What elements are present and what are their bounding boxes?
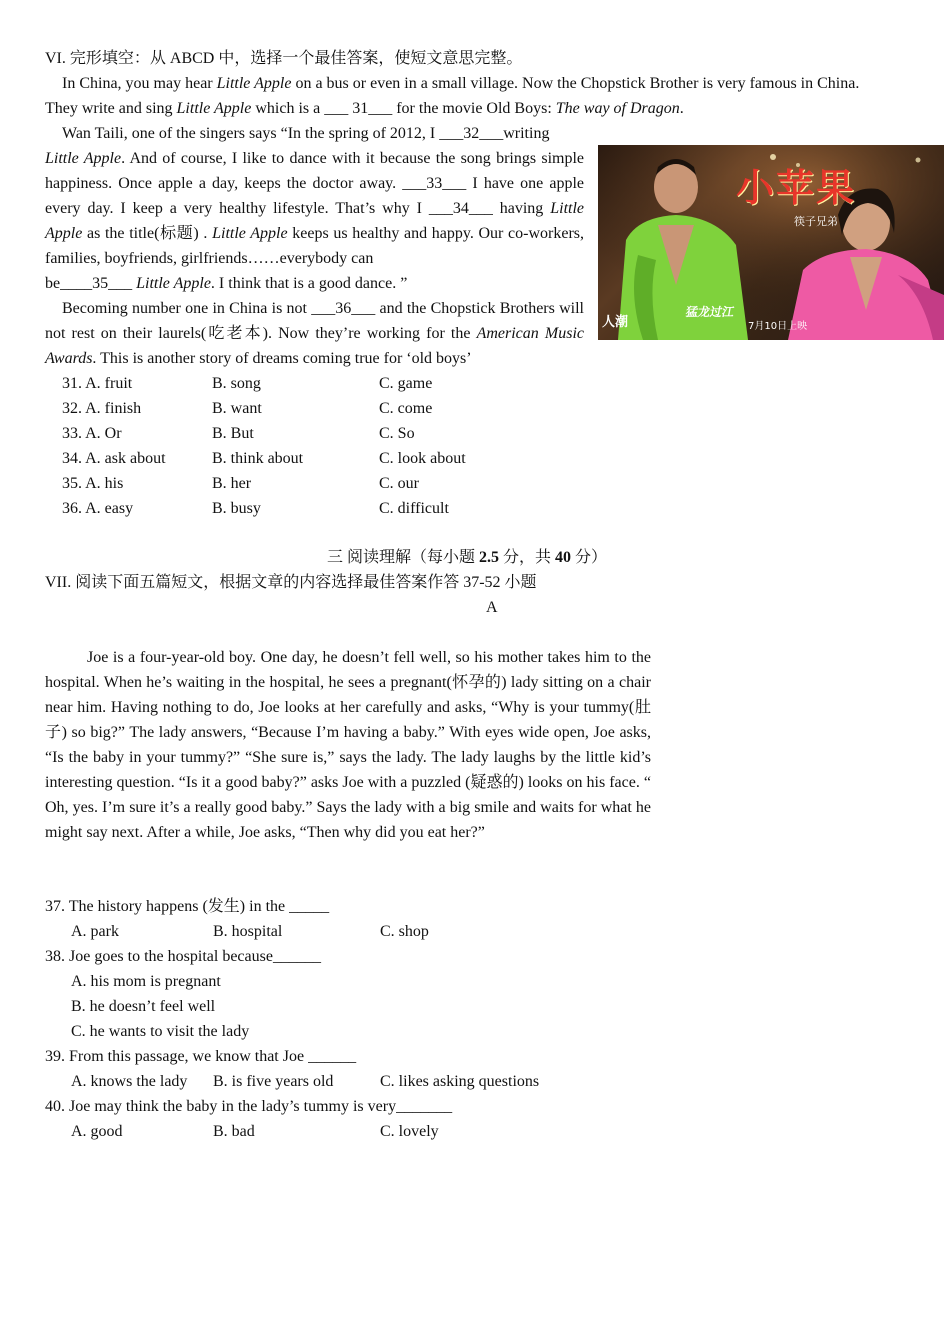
question-38-option-c: C. he wants to visit the lady	[71, 1023, 250, 1040]
text: 分）	[571, 549, 608, 566]
text: 三 阅读理解（每小题	[327, 549, 480, 566]
total-score: 40	[555, 549, 572, 566]
passage-label: A	[486, 599, 498, 616]
option-b: B. song	[212, 375, 261, 392]
option-c: C. likes asking questions	[380, 1073, 540, 1090]
text: They write and sing	[45, 100, 177, 117]
option-b: B. hospital	[213, 923, 283, 940]
song-title: Little Apple	[45, 150, 122, 167]
text: . And of course, I like to dance with it because the song brings simple happiness. Once apple a day, keeps the doctor away. ___33___ I have one apple every day. I keep a very healthy lifestyle. That’s why I ___34___ having	[45, 150, 585, 217]
paragraph-3	[45, 296, 584, 371]
paragraph-2-last-line	[45, 271, 407, 296]
option-a: 35. A. his	[62, 475, 124, 492]
passage-a: Joe is a four-year-old boy. One day, he doesn’t fell well, so his mother takes him to the hospital. When he’s waiting in the hospital, he sees a pregnant(怀孕的) lady sitting on a chair near him. Having nothing to do, Joe looks at her carefully and asks, “Why is your tummy(肚子) so big?” The lady answers, “Because I’m having a baby.” With eyes wide open, Joe asks, “Is the baby in your tummy?” “She sure is,” says the lady. The lady laughs by the little kid’s interesting question. “Is it a good baby?” asks Joe with a puzzled (疑惑的) looks on his face. “ Oh, yes. I’m sure it’s a really good baby.” Says the lady with a big smile and waits for what he might say next. After a while, Joe asks, “Then why did you eat her?”	[45, 649, 651, 841]
option-a: 34. A. ask about	[62, 450, 166, 467]
option-c: C. our	[379, 475, 419, 492]
text: on a bus or even in a small village. Now the Chopstick Brother is very famous in China.	[291, 75, 860, 92]
score-per-item: 2.5	[479, 549, 500, 566]
song-title: Little Apple	[45, 200, 584, 242]
option-b: B. busy	[212, 500, 261, 517]
options-row-31	[62, 371, 662, 396]
option-c: C. difficult	[379, 500, 449, 517]
poster-release-date: 7月10日上映	[748, 321, 808, 332]
text: In China, you may hear	[62, 75, 217, 92]
text: keeps us healthy and happy. Our co-workers, families, boyfriends, girlfriends……everybody can	[45, 225, 585, 267]
poster-sign: 猛龙过江	[684, 305, 736, 319]
question-38-option-a: A. his mom is pregnant	[71, 973, 221, 990]
option-b: B. think about	[212, 450, 304, 467]
text: be____35___	[45, 275, 137, 292]
option-b: B. her	[212, 475, 252, 492]
question-37: 37. The history happens (发生) in the _____	[45, 898, 330, 915]
options-row-32	[62, 396, 662, 421]
option-c: C. come	[379, 400, 433, 417]
option-b: B. is five years old	[213, 1073, 334, 1090]
text: .	[679, 100, 684, 117]
question-40-options	[71, 1119, 671, 1144]
text: . I think that is a good dance. ”	[210, 275, 408, 292]
section-7-heading: VII. 阅读下面五篇短文，根据文章的内容选择最佳答案作答 37-52 小题	[45, 574, 537, 591]
paragraph-1-line-2	[45, 96, 684, 121]
question-39-options	[71, 1069, 671, 1094]
text: Becoming number one in China is not ___36___ and the Chopstick Brothers will not rest on their laurels(吃老本). Now they’re working for the	[45, 300, 584, 342]
option-a: A. knows the lady	[71, 1073, 188, 1090]
paragraph-1	[62, 71, 912, 96]
option-b: B. bad	[213, 1123, 255, 1140]
song-title: Little Apple	[212, 225, 288, 242]
song-title: Little Apple	[216, 75, 292, 92]
song-title: Little Apple	[176, 100, 252, 117]
poster-subtitle: 筷子兄弟	[794, 215, 838, 228]
options-row-35	[62, 471, 662, 496]
movie-title: The way of Dragon	[555, 100, 680, 117]
award-name: American Music Awards	[45, 325, 584, 367]
option-c: C. So	[379, 425, 415, 442]
question-39: 39. From this passage, we know that Joe ______	[45, 1048, 357, 1065]
options-row-34	[62, 446, 662, 471]
text: . This is another story of dreams coming true for ‘old boys’	[92, 350, 472, 367]
option-b: B. want	[212, 400, 262, 417]
text: which is a ___ 31___ for the movie Old Boys:	[251, 100, 556, 117]
option-c: C. lovely	[380, 1123, 439, 1140]
poster-corner-text: 人潮	[602, 315, 629, 330]
paragraph-2	[45, 146, 584, 271]
poster-title: 小苹果	[736, 166, 857, 210]
song-title: Little Apple	[136, 275, 211, 292]
option-a: A. park	[71, 923, 119, 940]
section-6-heading: VI. 完形填空：从 ABCD 中，选择一个最佳答案，使短文意思完整。	[45, 50, 523, 67]
movie-poster-image	[598, 145, 944, 340]
option-a: 36. A. easy	[62, 500, 134, 517]
option-a: 32. A. finish	[62, 400, 142, 417]
option-a: 31. A. fruit	[62, 375, 133, 392]
question-38-option-b: B. he doesn’t feel well	[71, 998, 216, 1015]
text: as the title(标题) .	[82, 225, 213, 242]
paragraph-2-line-1: Wan Taili, one of the singers says “In the spring of 2012, I ___32___writing	[62, 125, 550, 142]
option-a: 33. A. Or	[62, 425, 122, 442]
option-c: C. shop	[380, 923, 429, 940]
text: 分，共	[499, 549, 556, 566]
option-c: C. look about	[379, 450, 466, 467]
section-3-heading	[327, 545, 607, 570]
option-b: B. But	[212, 425, 254, 442]
option-c: C. game	[379, 375, 433, 392]
question-38: 38. Joe goes to the hospital because______	[45, 948, 321, 965]
options-row-33	[62, 421, 662, 446]
question-40: 40. Joe may think the baby in the lady’s tummy is very_______	[45, 1098, 453, 1115]
options-row-36	[62, 496, 662, 521]
option-a: A. good	[71, 1123, 123, 1140]
question-37-options	[71, 919, 671, 944]
